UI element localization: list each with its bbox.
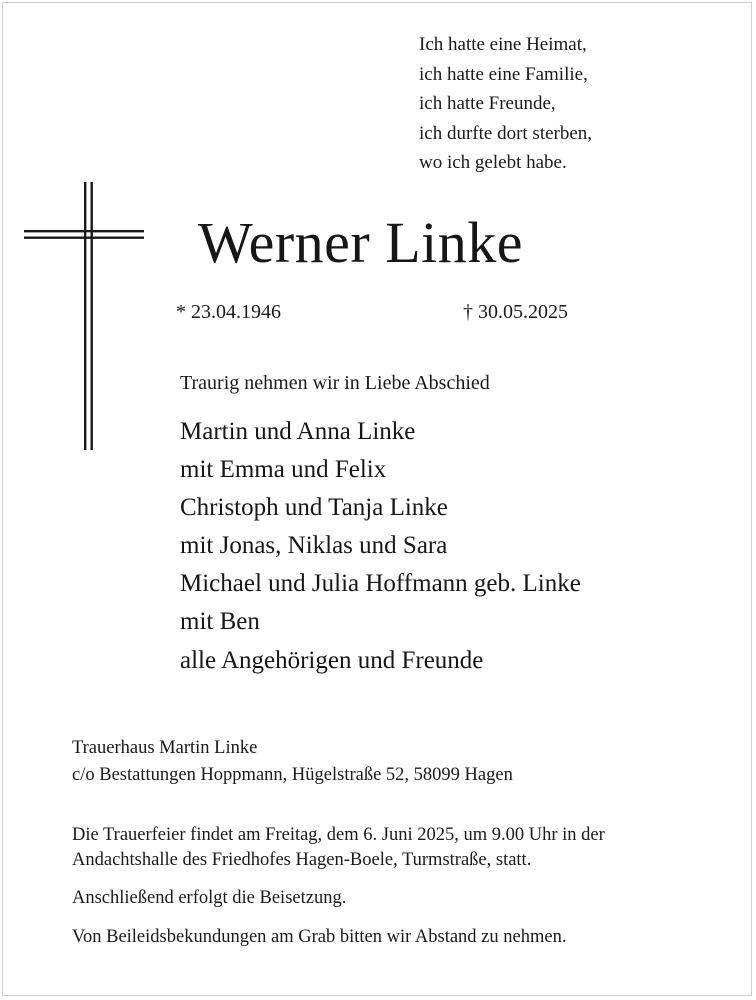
ceremony-info	[72, 823, 605, 873]
poem	[419, 30, 592, 178]
ceremony-line: Die Trauerfeier findet am Freitag, dem 6. Juni 2025, um 9.00 Uhr in der	[72, 825, 605, 845]
condolence-note: Von Beileidsbekundungen am Grab bitten wir Abstand zu nehmen.	[72, 927, 567, 947]
farewell-intro: Traurig nehmen wir in Liebe Abschied	[180, 372, 490, 394]
mourner-line: Michael und Julia Hoffmann geb. Linke	[180, 570, 581, 598]
death-date: † 30.05.2025	[463, 301, 568, 323]
mourner-line: Martin und Anna Linke	[180, 418, 416, 445]
deceased-name: Werner Linke	[198, 210, 523, 275]
mourners-list	[180, 413, 581, 680]
cross-icon	[24, 182, 144, 450]
address-line: Trauerhaus Martin Linke	[72, 738, 258, 758]
burial-info: Anschließend erfolgt die Beisetzung.	[72, 888, 347, 908]
mourner-line: mit Jonas, Niklas und Sara	[180, 532, 448, 560]
ceremony-line: Andachtshalle des Friedhofes Hagen-Boele, Turmstraße, statt.	[72, 850, 532, 870]
poem-line: wo ich gelebt habe.	[419, 152, 567, 174]
poem-line: ich hatte Freunde,	[419, 93, 556, 115]
poem-line: ich hatte eine Familie,	[419, 63, 588, 85]
mourner-line: alle Angehörigen und Freunde	[180, 646, 484, 674]
mourner-line: mit Emma und Felix	[180, 456, 387, 484]
birth-date: * 23.04.1946	[176, 301, 281, 323]
mourner-line: Christoph und Tanja Linke	[180, 494, 448, 522]
mourning-house-address	[72, 735, 513, 789]
poem-line: Ich hatte eine Heimat,	[419, 34, 587, 55]
poem-line: ich durfte dort sterben,	[419, 122, 593, 144]
address-line: c/o Bestattungen Hoppmann, Hügelstraße 52, 58099 Hagen	[72, 765, 513, 785]
mourner-line: mit Ben	[180, 608, 260, 636]
